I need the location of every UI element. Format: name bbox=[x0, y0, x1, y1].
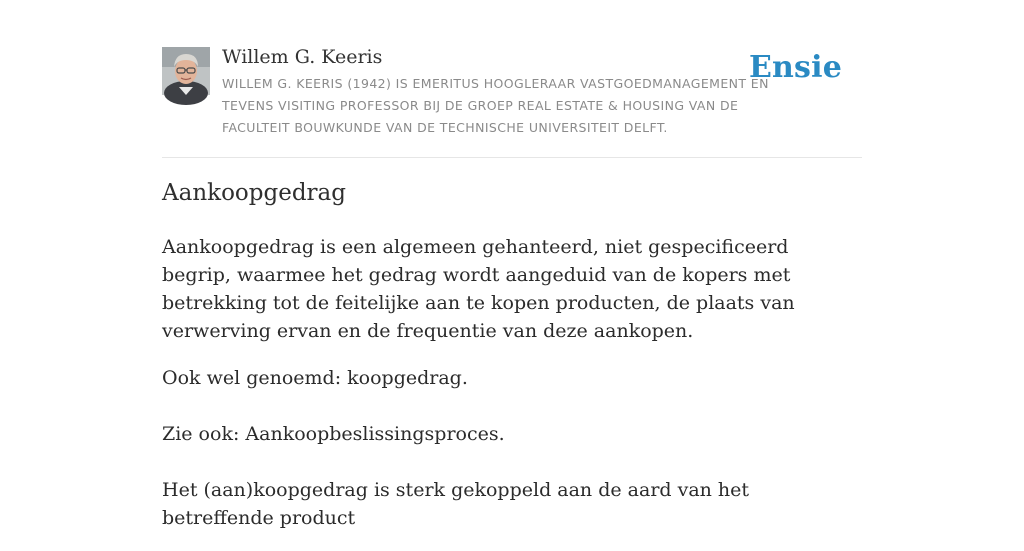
article-body bbox=[162, 233, 862, 551]
author-avatar[interactable] bbox=[162, 47, 210, 95]
article-title: Aankoopgedrag bbox=[162, 180, 346, 206]
article-paragraph: Aankoopgedrag is een algemeen gehanteerd, niet gespecificeerd begrip, waarmee het gedrag wordt aangeduid van de kopers met betrekking tot de feitelijke aan te kopen producten, de plaats van verwerving ervan en de frequentie van deze aankopen. bbox=[162, 236, 795, 342]
see-also-link[interactable]: Aankoopbeslissingsproces. bbox=[245, 423, 505, 445]
article-page bbox=[162, 0, 862, 529]
article-paragraph: Het (aan)koopgedrag is sterk gekoppeld aan de aard van het betreffende product bbox=[162, 479, 750, 529]
see-also-note bbox=[162, 420, 862, 448]
author-bio: WILLEM G. KEERIS (1942) IS EMERITUS HOOGLERAAR VASTGOEDMANAGEMENT EN TEVENS VISITING PROFESSOR BIJ DE GROEP REAL ESTATE & HOUSING VAN DE FACULTEIT BOUWKUNDE VAN DE TECHNISCHE UNIVERSITEIT DELFT. bbox=[222, 76, 769, 135]
also-called-note: Ook wel genoemd: koopgedrag. bbox=[162, 367, 468, 389]
author-header bbox=[162, 0, 862, 158]
see-also-prefix: Zie ook: bbox=[162, 423, 246, 445]
author-portrait-image bbox=[162, 47, 210, 95]
ensie-logo-link[interactable]: Ensie bbox=[748, 50, 842, 85]
author-name[interactable]: Willem G. Keeris bbox=[222, 46, 383, 68]
